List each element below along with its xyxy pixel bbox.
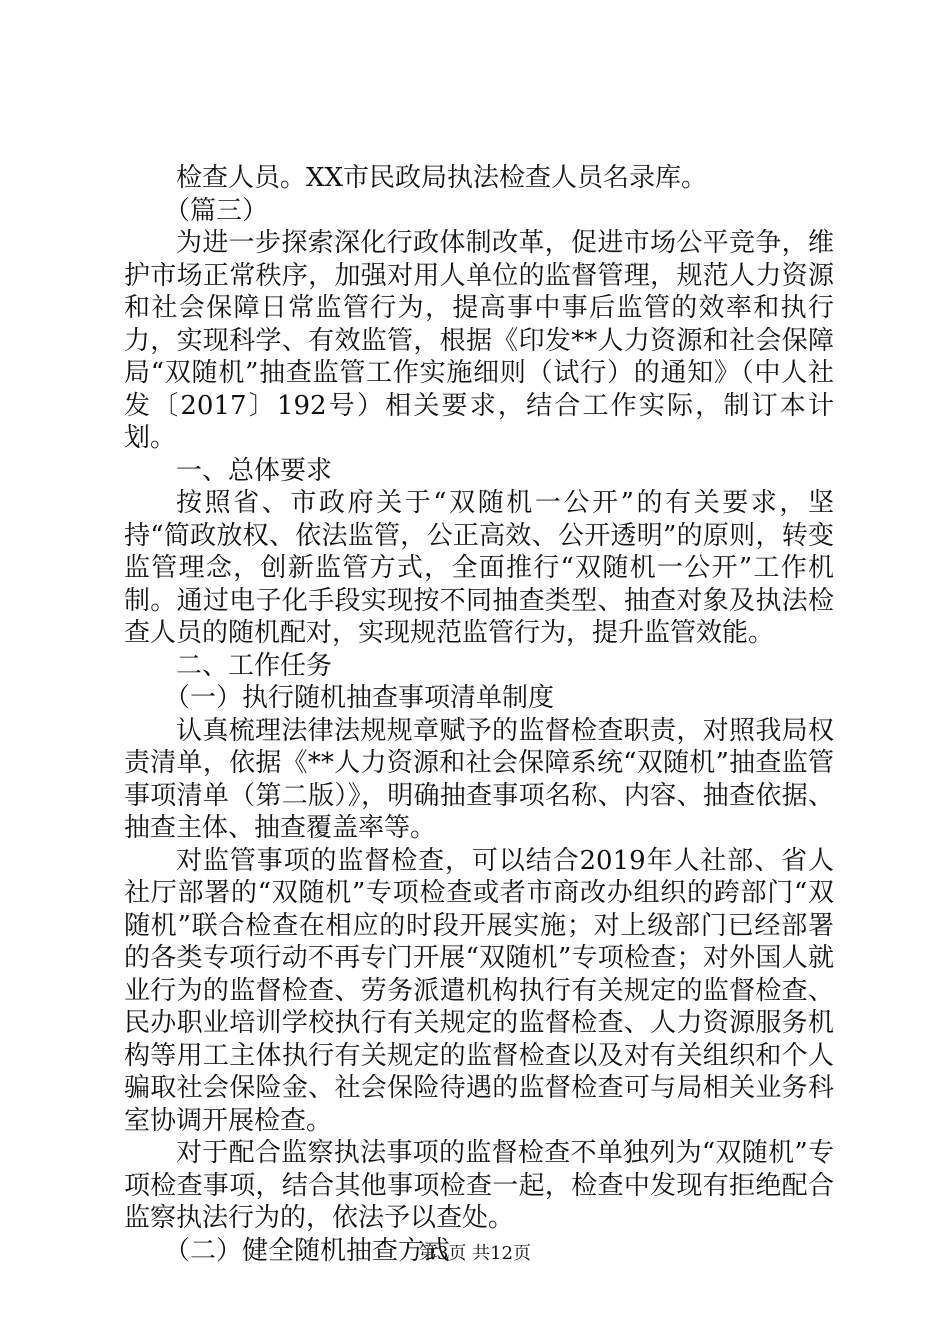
paragraph-general-requirements: 按照省、市政府关于“双随机一公开”的有关要求，坚持“简政放权、依法监管，公正高效、公开透明”的原则，转变监管理念，创新监管方式，全面推行“双随机一公开”工作机制。通过电子化手段实现按不同抽查类型、抽查对象及执法检查人员的随机配对，实现规范监管行为，提升监管效能。 xyxy=(124,488,834,648)
paragraph-task-one-supervision: 对于配合监察执法事项的监督检查不单独列为“双随机”专项检查事项，结合其他事项检查一起，检查中发现有拒绝配合监察执法行为的，依法予以查处。 xyxy=(124,1138,834,1233)
heading-work-tasks: 二、工作任务 xyxy=(176,650,333,681)
page-number-footer: 第3页 共12页 xyxy=(418,1243,532,1264)
subheading-task-two: （二）健全随机抽查方式 xyxy=(164,1235,451,1266)
section-heading-part-three: （篇三） xyxy=(164,195,269,226)
paragraph-intro-continuation: 检查人员。XX市民政局执法检查人员名录库。 xyxy=(176,163,708,193)
paragraph-task-one-review: 认真梳理法律法规规章赋予的监督检查职责，对照我局权责清单，依据《**人力资源和社会保障系统“双随机”抽查监管事项清单（第二版）》，明确抽查事项名称、内容、抽查依据、抽查主体、抽查覆盖率等。 xyxy=(124,715,834,843)
heading-general-requirements: 一、总体要求 xyxy=(176,455,333,486)
paragraph-purpose: 为进一步探索深化行政体制改革，促进市场公平竞争，维护市场正常秩序，加强对用人单位的监督管理，规范人力资源和社会保障日常监管行为，提高事中事后监管的效率和执行力，实现科学、有效监管，根据《印发**人力资源和社会保障局“双随机”抽查监管工作实施细则（试行）的通知》（中人社发〔2017〕192号）相关要求，结合工作实际，制订本计划。 xyxy=(124,228,834,453)
document-body xyxy=(124,162,834,1267)
paragraph-task-one-inspection: 对监管事项的监督检查，可以结合2019年人社部、省人社厅部署的“双随机”专项检查或者市商改办组织的跨部门“双随机”联合检查在相应的时段开展实施；对上级部门已经部署的各类专项行动不再专门开展“双随机”专项检查；对外国人就业行为的监督检查、劳务派遣机构执行有关规定的监督检查、民办职业培训学校执行有关规定的监督检查、人力资源服务机构等用工主体执行有关规定的监督检查以及对有关组织和个人骗取社会保险金、社会保险待遇的监督检查可与局相关业务科室协调开展检查。 xyxy=(124,845,834,1136)
subheading-task-one: （一）执行随机抽查事项清单制度 xyxy=(164,683,555,713)
